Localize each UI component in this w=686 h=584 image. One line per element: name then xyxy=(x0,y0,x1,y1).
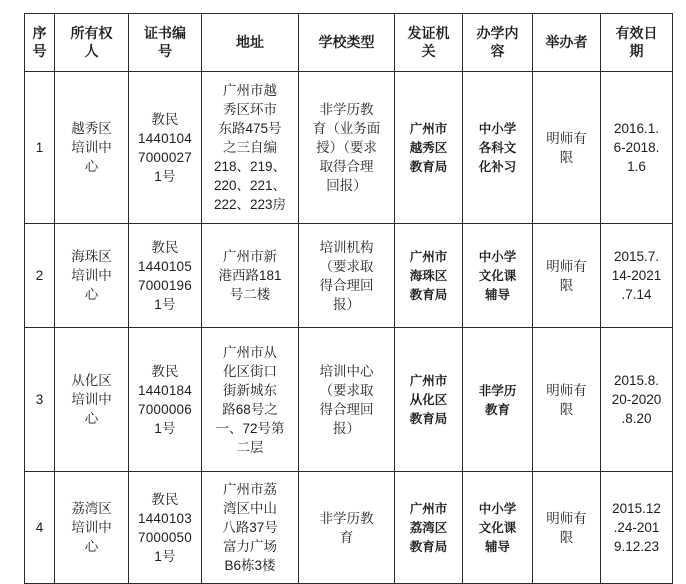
validity-cell: 2015.8. 20-2020 .8.20 xyxy=(611,373,662,426)
header-issuer: 发证机 关 xyxy=(395,14,463,72)
content-cell: 中小学 各科文 化补习 xyxy=(478,121,517,174)
school-type-cell: 非学历教 育 xyxy=(319,510,374,545)
organizer-cell: 明师有 限 xyxy=(546,130,587,165)
owner-cell: 从化区 培训中 心 xyxy=(71,373,112,426)
header-organizer: 举办者 xyxy=(533,14,601,72)
table-row xyxy=(25,72,673,224)
row-number: 4 xyxy=(35,520,44,535)
validity-cell: 2016.1. 6-2018. 1.6 xyxy=(613,121,660,174)
validity-cell: 2015.7. 14-2021 .7.14 xyxy=(611,249,662,302)
table-row xyxy=(25,472,673,584)
content-cell: 中小学 文化课 辅导 xyxy=(478,501,517,554)
owner-cell: 海珠区 培训中 心 xyxy=(71,249,112,302)
organizer-cell: 明师有 限 xyxy=(546,258,587,293)
content-cell: 非学历 教育 xyxy=(478,382,517,417)
header-type: 学校类型 xyxy=(299,14,395,72)
issuer-cell: 广州市 荔湾区 教育局 xyxy=(409,501,448,554)
license-table xyxy=(24,13,673,584)
address-cell: 广州市从 化区街口 街新城东 路68号之 一、72号第 二层 xyxy=(215,344,285,455)
header-content: 办学内 容 xyxy=(463,14,533,72)
address-cell: 广州市新 港西路181 号二楼 xyxy=(218,249,282,302)
row-number: 2 xyxy=(35,268,44,283)
organizer-cell: 明师有 限 xyxy=(546,382,587,417)
header-address: 地址 xyxy=(202,14,299,72)
address-cell: 广州市荔 湾区中山 八路37号 富力广场 B6栋3楼 xyxy=(222,482,278,573)
license-table-wrapper xyxy=(24,13,673,584)
issuer-cell: 广州市 从化区 教育局 xyxy=(409,373,448,426)
issuer-cell: 广州市 海珠区 教育局 xyxy=(409,249,448,302)
header-no: 序 号 xyxy=(25,14,55,72)
address-cell: 广州市越 秀区环市 东路475号 之三自编 218、219、 220、221、 222、223房 xyxy=(213,83,287,212)
header-cert: 证书编 号 xyxy=(129,14,202,72)
owner-cell: 荔湾区 培训中 心 xyxy=(71,501,112,554)
certificate-number-cell: 教民 1440104 7000027 1号 xyxy=(138,111,192,184)
organizer-cell: 明师有 限 xyxy=(546,510,587,545)
row-number: 3 xyxy=(35,392,44,407)
row-number: 1 xyxy=(35,140,44,155)
table-header-row xyxy=(25,14,673,72)
header-validity: 有效日 期 xyxy=(601,14,673,72)
table-row xyxy=(25,328,673,472)
certificate-number-cell: 教民 1440105 7000196 1号 xyxy=(138,239,192,312)
content-cell: 中小学 文化课 辅导 xyxy=(478,249,517,302)
school-type-cell: 非学历教 育（业务面 授）（要求 取得合理 回报） xyxy=(312,102,381,193)
school-type-cell: 培训中心 （要求取 得合理回 报） xyxy=(319,363,374,436)
certificate-number-cell: 教民 1440184 7000006 1号 xyxy=(138,363,192,436)
school-type-cell: 培训机构 （要求取 得合理回 报） xyxy=(319,239,374,312)
validity-cell: 2015.12 .24-201 9.12.23 xyxy=(612,501,661,554)
header-owner: 所有权 人 xyxy=(55,14,129,72)
issuer-cell: 广州市 越秀区 教育局 xyxy=(409,121,448,174)
certificate-number-cell: 教民 1440103 7000050 1号 xyxy=(138,491,192,564)
owner-cell: 越秀区 培训中 心 xyxy=(71,121,112,174)
table-row xyxy=(25,224,673,328)
